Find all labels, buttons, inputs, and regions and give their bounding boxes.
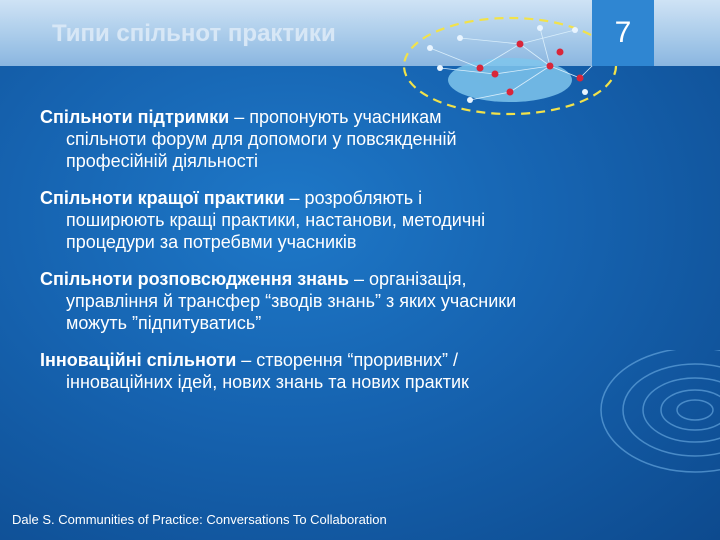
item-text: – розробляють і [284, 188, 423, 208]
item-text: поширюють кращі практики, настанови, методичні [66, 210, 486, 230]
slide-title: Типи спільнот практики [52, 20, 336, 47]
item-term: Спільноти підтримки [40, 107, 230, 127]
content-list [40, 106, 690, 408]
list-item [40, 268, 690, 334]
slide-number: 7 [592, 0, 654, 66]
item-term: Інноваційні спільноти [40, 350, 237, 370]
list-item [40, 349, 690, 393]
item-text: інноваційних ідей, нових знань та нових практик [66, 372, 469, 392]
decorative-swirl-icon [600, 350, 720, 540]
item-text: – організація, [348, 269, 467, 289]
item-text: професійній діяльності [66, 151, 258, 171]
list-item [40, 187, 690, 253]
item-text: спільноти форум для допомоги у повсякденній [66, 129, 457, 149]
citation: Dale S. Communities of Practice: Conversations To Collaboration [12, 512, 387, 527]
item-text: управління й трансфер “зводів знань” з яких учасники [66, 291, 517, 311]
item-term: Спільноти кращої практики [40, 188, 285, 208]
item-text: – пропонують учасникам [229, 107, 442, 127]
item-text: можуть ”підпитуватись” [66, 313, 262, 333]
item-text: – створення “проривних” / [236, 350, 458, 370]
item-text: процедури за потребвми учасників [66, 232, 357, 252]
list-item [40, 106, 690, 172]
item-term: Спільноти розповсюдження знань [40, 269, 349, 289]
